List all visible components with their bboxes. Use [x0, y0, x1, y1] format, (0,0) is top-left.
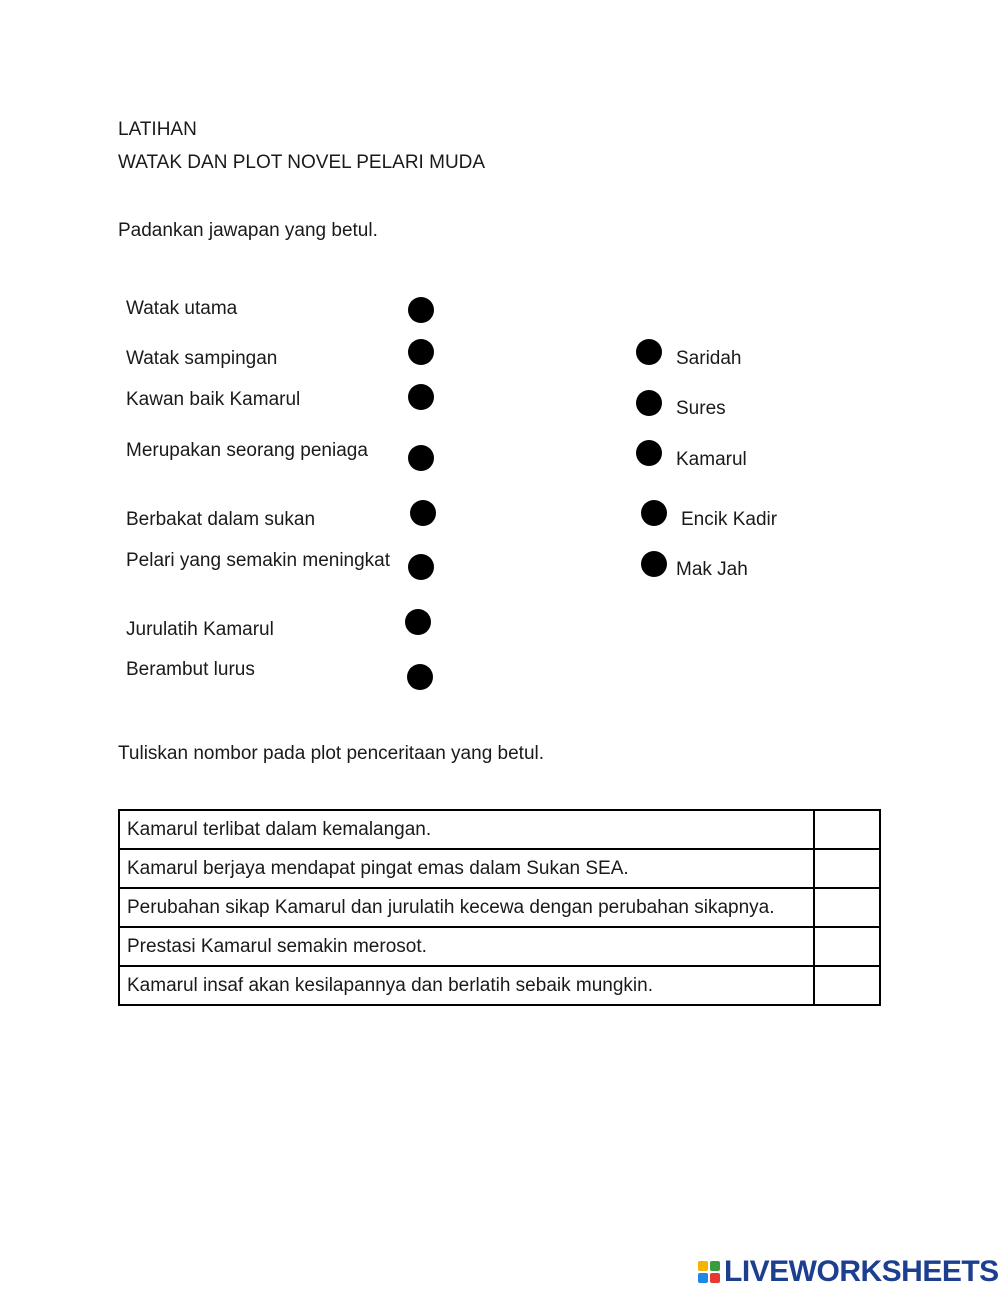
match-dot-right[interactable] — [636, 390, 662, 416]
match-dot-right[interactable] — [641, 500, 667, 526]
worksheet-title: WATAK DAN PLOT NOVEL PELARI MUDA — [118, 152, 486, 173]
plot-number-cell — [814, 966, 880, 1005]
match-dot-right[interactable] — [636, 440, 662, 466]
plot-number-cell — [814, 888, 880, 927]
logo-text: LIVEWORKSHEETS — [724, 1255, 999, 1288]
logo-block — [710, 1273, 720, 1283]
table-row — [119, 966, 880, 1005]
matching-instruction: Padankan jawapan yang betul. — [118, 220, 378, 241]
match-dot-right[interactable] — [641, 551, 667, 577]
plot-number-input[interactable] — [815, 966, 883, 1005]
right-item-label: Encik Kadir — [681, 509, 778, 530]
match-dot-left[interactable] — [408, 339, 434, 365]
logo-block — [698, 1273, 708, 1283]
left-item-label: Jurulatih Kamarul — [126, 619, 274, 640]
table-row — [119, 927, 880, 966]
right-item-label: Sures — [676, 398, 726, 419]
plot-number-cell — [814, 810, 880, 849]
left-item-label: Berbakat dalam sukan — [126, 509, 316, 530]
worksheet-label: LATIHAN — [118, 119, 197, 140]
left-item-label: Watak sampingan — [126, 348, 278, 369]
table-row — [119, 888, 880, 927]
plot-number-cell — [814, 927, 880, 966]
match-dot-left[interactable] — [410, 500, 436, 526]
plot-event: Prestasi Kamarul semakin merosot. — [119, 927, 814, 966]
match-dot-right[interactable] — [636, 339, 662, 365]
plot-number-input[interactable] — [815, 888, 883, 927]
plot-number-cell — [814, 849, 880, 888]
left-item-label: Berambut lurus — [126, 659, 255, 680]
match-dot-left[interactable] — [408, 384, 434, 410]
plot-event: Perubahan sikap Kamarul dan jurulatih kecewa dengan perubahan sikapnya. — [119, 888, 814, 927]
logo-block — [710, 1261, 720, 1271]
plot-event: Kamarul terlibat dalam kemalangan. — [119, 810, 814, 849]
left-item-label: Merupakan seorang peniaga — [126, 440, 368, 461]
right-item-label: Saridah — [676, 348, 742, 369]
right-item-label: Mak Jah — [676, 559, 748, 580]
match-dot-left[interactable] — [408, 554, 434, 580]
table-row — [119, 849, 880, 888]
plot-instruction: Tuliskan nombor pada plot penceritaan yang betul. — [118, 743, 545, 764]
liveworksheets-logo — [698, 1255, 999, 1289]
match-dot-left[interactable] — [405, 609, 431, 635]
plot-event: Kamarul insaf akan kesilapannya dan berlatih sebaik mungkin. — [119, 966, 814, 1005]
match-dot-left[interactable] — [408, 297, 434, 323]
left-item-label: Pelari yang semakin meningkat — [126, 550, 391, 571]
plot-number-input[interactable] — [815, 849, 883, 888]
table-row — [119, 810, 880, 849]
plot-table — [118, 809, 881, 1006]
match-dot-left[interactable] — [407, 664, 433, 690]
plot-number-input[interactable] — [815, 810, 883, 849]
left-item-label: Kawan baik Kamarul — [126, 389, 301, 410]
left-item-label: Watak utama — [126, 298, 238, 319]
logo-block — [698, 1261, 708, 1271]
plot-number-input[interactable] — [815, 927, 883, 966]
right-item-label: Kamarul — [676, 449, 747, 470]
match-dot-left[interactable] — [408, 445, 434, 471]
plot-event: Kamarul berjaya mendapat pingat emas dalam Sukan SEA. — [119, 849, 814, 888]
logo-blocks-icon — [698, 1261, 720, 1283]
